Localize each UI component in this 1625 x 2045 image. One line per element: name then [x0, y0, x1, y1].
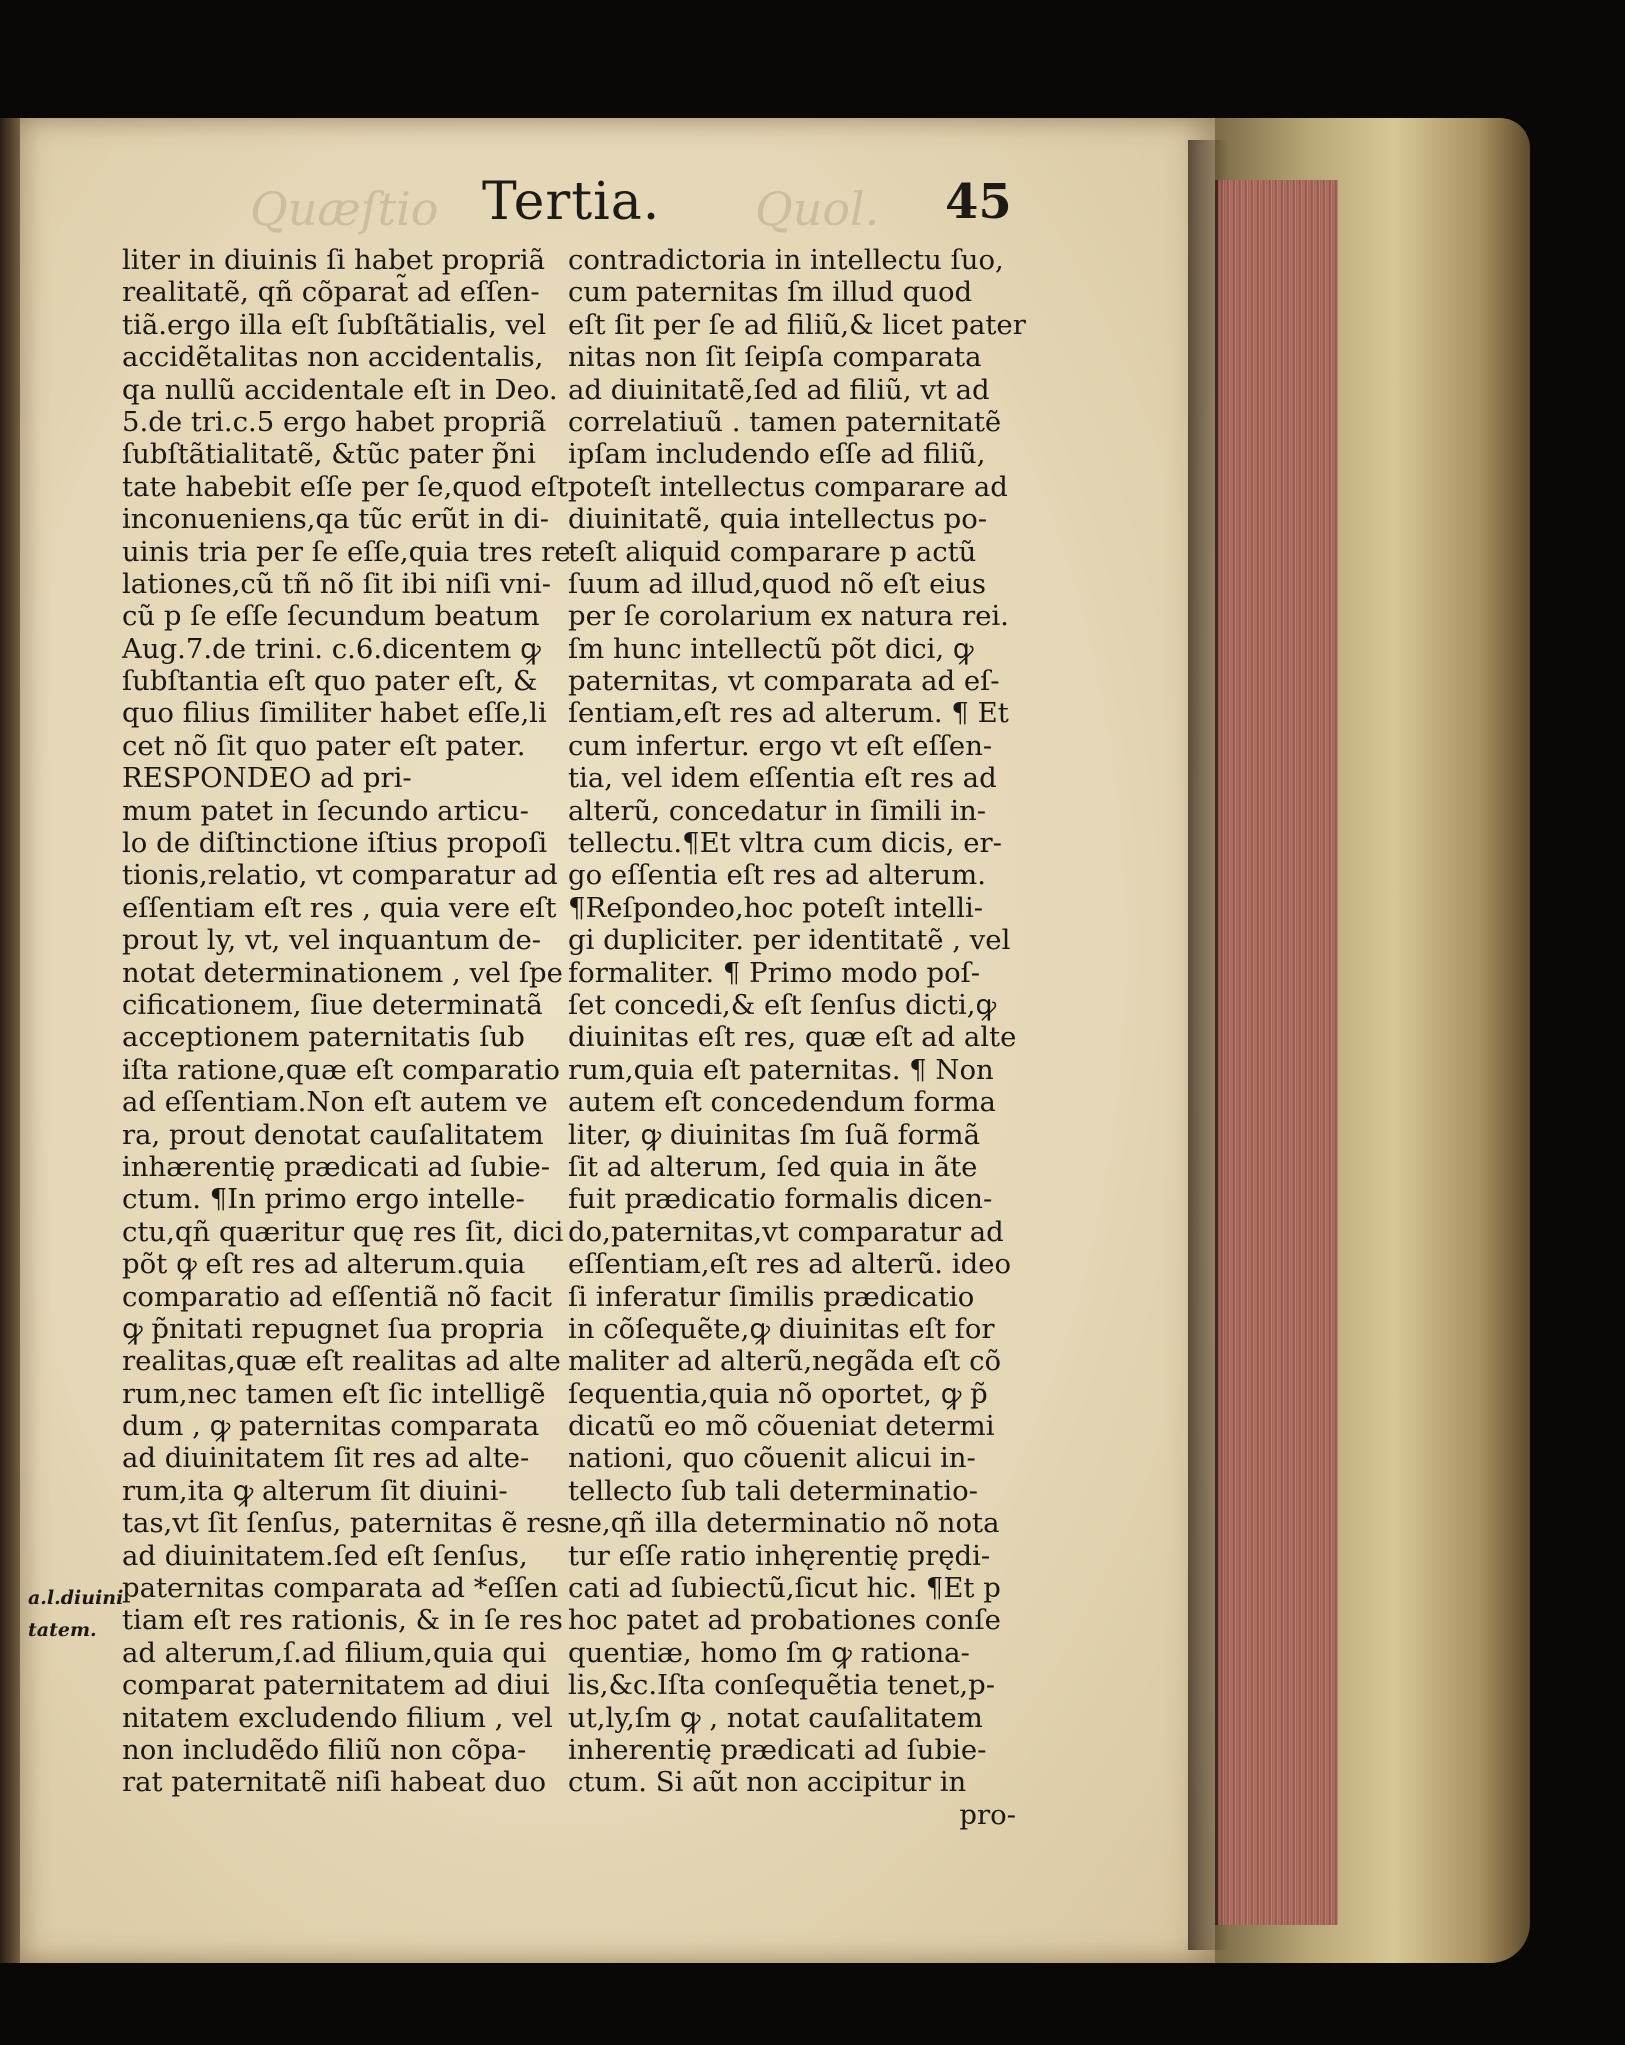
text-line: ſet concedi,& eſt ſenſus dicti,ꝙ	[568, 988, 997, 1021]
text-line: eſſentiam,eſt res ad alterũ. ideo	[568, 1248, 1012, 1281]
text-line: qa nullũ accidentale eſt in Deo.	[122, 373, 558, 406]
page-edges	[1215, 180, 1338, 1925]
text-line: uinis tria per ſe eſſe,quia tres re	[122, 535, 571, 568]
text-line: in cõſequẽte,ꝙ diuinitas eſt for	[568, 1312, 995, 1345]
text-line: maliter ad alterũ,negãda eſt cõ	[568, 1345, 1002, 1378]
text-line: ctum. ¶In primo ergo intelle-	[122, 1183, 525, 1216]
text-line: cum paternitas ſm illud quod	[568, 276, 973, 309]
text-line: ad alterum,ſ.ad filium,quia qui	[122, 1636, 547, 1669]
text-line: ſit ad alterum, ſed quia in ãte	[568, 1150, 978, 1183]
text-column-right	[568, 244, 1026, 1831]
text-line: diuinitatẽ, quia intellectus po-	[568, 503, 988, 536]
text-line: rum,quia eſt paternitas. ¶ Non	[568, 1053, 994, 1086]
text-line: ſuum ad illud,quod nõ eſt eius	[568, 567, 986, 600]
text-line: cificationem, ſiue determinatã	[122, 988, 543, 1021]
text-line: cet nõ ſit quo pater eſt pater.	[122, 729, 526, 762]
text-line: non includẽdo filiũ non cõpa-	[122, 1733, 527, 1766]
text-line: accidẽtalitas non accidentalis,	[122, 341, 544, 374]
marginal-note	[28, 1582, 123, 1646]
text-line: realitatẽ, qñ cõparat̃ ad eſſen-	[122, 276, 540, 309]
text-line: per ſe corolarium ex natura rei.	[568, 600, 1009, 633]
text-line: lis,&c.Iſta conſequẽtia tenet,p-	[568, 1669, 995, 1702]
text-line: tiã.ergo illa eſt ſubſtãtialis, vel	[122, 308, 547, 341]
text-line: tionis,relatio, vt comparatur ad	[122, 859, 558, 892]
text-line: nationi, quo cõuenit alicui in-	[568, 1442, 976, 1475]
text-line: formaliter. ¶ Primo modo poſ-	[568, 956, 981, 989]
text-line: alterũ, concedatur in ſimili in-	[568, 794, 987, 827]
text-line: ad diuinitatẽ,ſed ad filiũ, vt ad	[568, 373, 990, 406]
text-line: cum infertur. ergo vt eſt eſſen-	[568, 729, 993, 762]
text-line: ctum. Si aũt non accipitur in	[568, 1766, 967, 1799]
text-line: ad eſſentiam.Non eſt autem ve	[122, 1086, 548, 1119]
text-line: go eſſentia eſt res ad alterum.	[568, 859, 986, 892]
show-through-left: Quæſtio	[250, 182, 439, 236]
text-line: rum,nec tamen eſt ſic intelligẽ	[122, 1377, 546, 1410]
text-column-left	[122, 244, 571, 1799]
text-line: quo filius ſimiliter habet eſſe,li	[122, 697, 547, 730]
text-line: autem eſt concedendum forma	[568, 1086, 996, 1119]
text-line: hoc patet ad probationes conſe	[568, 1604, 1001, 1637]
marginal-note-line: tatem.	[28, 1619, 97, 1641]
text-line: ra, prout denotat cauſalitatem	[122, 1118, 544, 1151]
catchword: pro-	[959, 1798, 1016, 1831]
show-through-right: Quol.	[755, 182, 880, 236]
text-line: tur eſſe ratio inhęrentię prędi-	[568, 1539, 991, 1572]
text-line: tia, vel idem eſſentia eſt res ad	[568, 762, 997, 795]
text-line: gi dupliciter. per identitatẽ , vel	[568, 924, 1011, 957]
text-line: inhærentię prædicati ad ſubie-	[122, 1150, 551, 1183]
text-line: ad diuinitatem ſit res ad alte-	[122, 1442, 530, 1475]
text-line: ctu,qñ quæritur quę res ſit, dici	[122, 1215, 564, 1248]
text-line: tellecto ſub tali determinatio-	[568, 1474, 978, 1507]
text-line: eſſentiam eſt res , quia vere eſt	[122, 891, 557, 924]
text-line: ſi inferatur ſimilis prædicatio	[568, 1280, 975, 1313]
text-line: nitas non ſit ſeipſa comparata	[568, 341, 982, 374]
text-line: realitas,quæ eſt realitas ad alte	[122, 1345, 561, 1378]
text-line: ſubſtantia eſt quo pater eſt, &	[122, 665, 538, 698]
text-line: tas,vt ſit ſenſus, paternitas ẽ res	[122, 1507, 570, 1540]
text-line: ſentiam,eſt res ad alterum. ¶ Et	[568, 697, 1009, 730]
text-line: contradictoria in intellectu ſuo,	[568, 244, 1004, 276]
text-line: 5.de tri.c.5 ergo habet propriã	[122, 405, 547, 438]
text-line: ſequentia,quia nõ oportet, ꝙ p̃	[568, 1377, 988, 1410]
text-line: dicatũ eo mõ cõueniat determi	[568, 1410, 995, 1443]
text-line: teſt aliquid comparare p actũ	[568, 535, 977, 568]
running-head	[0, 172, 1215, 242]
text-line: quentiæ, homo ſm ꝙ rationa-	[568, 1636, 970, 1669]
text-line: ꝙ p̃nitati repugnet ſua propria	[122, 1312, 544, 1345]
running-title: Tertia.	[482, 172, 661, 232]
text-line: poteſt intellectus comparare ad	[568, 470, 1008, 503]
text-line: nitatem excludendo filium , vel	[122, 1701, 553, 1734]
text-line: ſm hunc intellectũ põt dici, ꝙ	[568, 632, 974, 665]
text-line: mum patet in ſecundo articu-	[122, 794, 529, 827]
marginal-note-line: a.l.diuini	[28, 1587, 124, 1609]
text-line: rat paternitatẽ niſi habeat duo	[122, 1766, 547, 1799]
text-line: prout ly, vt, vel inquantum de-	[122, 924, 542, 957]
text-line: ſubſtãtialitatẽ, &tũc pater p̃ni	[122, 438, 536, 471]
text-line: dum , ꝙ paternitas comparata	[122, 1410, 540, 1443]
page-shadow	[1188, 140, 1228, 1950]
text-line: rum,ita ꝙ alterum ſit diuini-	[122, 1474, 508, 1507]
text-line: inherentię prædicati ad ſubie-	[568, 1733, 987, 1766]
text-line: lationes,cũ tñ nõ ſit ibi niſi vni-	[122, 567, 552, 600]
binding-gutter	[0, 118, 22, 1963]
text-line: liter in diuinis ſi habet propriã	[122, 244, 546, 276]
text-line: ¶Reſpondeo,hoc poteſt intelli-	[568, 891, 984, 924]
text-line: ipſam includendo eſſe ad filiũ,	[568, 438, 986, 471]
text-line: eſt ſit per ſe ad filiũ,& licet pater	[568, 308, 1026, 341]
text-line: liter, ꝙ diuinitas ſm ſuã formã	[568, 1118, 981, 1151]
text-line: ut,ly,ſm ꝙ , notat cauſalitatem	[568, 1701, 983, 1734]
text-line: RESPONDEO ad pri-	[122, 762, 412, 795]
text-line: correlatiuũ . tamen paternitatẽ	[568, 405, 1002, 438]
text-line: tellectu.¶Et vltra cum dicis, er-	[568, 827, 1002, 860]
text-line: tiam eſt res rationis, & in ſe res	[122, 1604, 563, 1637]
text-line: tate habebit eſſe per ſe,quod eſt	[122, 470, 569, 503]
text-line: iſta ratione,quæ eſt comparatio	[122, 1053, 560, 1086]
text-line: cati ad ſubiectũ,ſicut hic. ¶Et p	[568, 1572, 1001, 1605]
text-line: lo de diſtinctione iſtius propoſi	[122, 827, 548, 860]
text-line: ne,qñ illa determinatio nõ nota	[568, 1507, 1000, 1540]
text-line: ad diuinitatem.ſed eſt ſenſus,	[122, 1539, 528, 1572]
text-line: paternitas, vt comparata ad eſ-	[568, 665, 1000, 698]
page-number: 45	[945, 174, 1012, 230]
text-line: Aug.7.de trini. c.6.dicentem ꝙ	[122, 632, 541, 665]
text-line: inconueniens,qa tũc erũt in di-	[122, 503, 550, 536]
text-line: paternitas comparata ad *eſſen	[122, 1572, 559, 1605]
text-line: fuit prædicatio formalis dicen-	[568, 1183, 993, 1216]
text-line: comparatio ad eſſentiã nõ facit	[122, 1280, 552, 1313]
text-line: põt ꝙ eſt res ad alterum.quia	[122, 1248, 526, 1281]
text-line: notat determinationem , vel ſpe	[122, 956, 563, 989]
text-line: comparat paternitatem ad diui	[122, 1669, 550, 1702]
text-line: cũ p ſe eſſe ſecundum beatum	[122, 600, 540, 633]
text-line: do,paternitas,vt comparatur ad	[568, 1215, 1004, 1248]
text-line: acceptionem paternitatis ſub	[122, 1021, 525, 1054]
text-line: diuinitas eſt res, quæ eſt ad alte	[568, 1021, 1017, 1054]
